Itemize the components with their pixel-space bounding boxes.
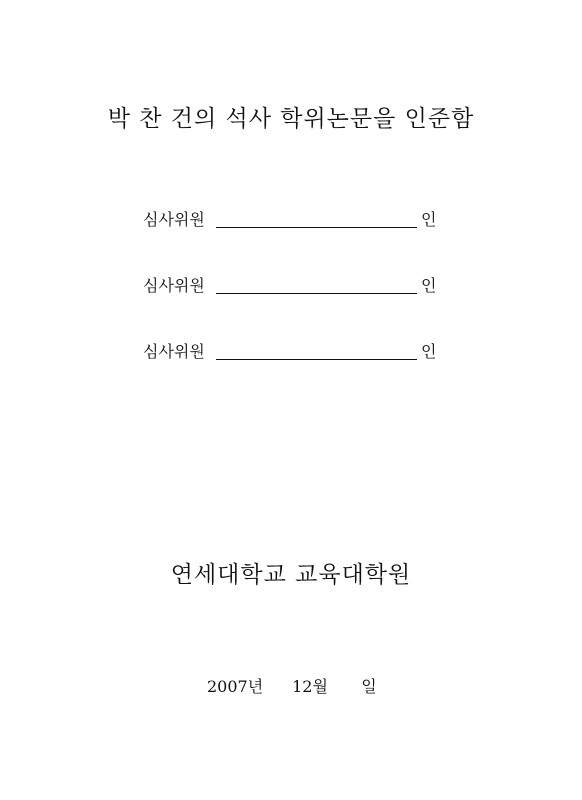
signature-line: [216, 293, 417, 294]
signature-line: [216, 227, 417, 228]
committee-label: 심사위원: [143, 276, 205, 295]
institution-name: 연세대학교 교육대학원: [170, 562, 412, 588]
committee-signature-2: [143, 276, 443, 296]
approval-date: [207, 674, 377, 697]
seal-mark: 인: [421, 342, 437, 361]
date-month: 12월: [292, 677, 328, 696]
seal-mark: 인: [421, 276, 437, 295]
committee-signature-1: [143, 210, 443, 230]
signature-line: [216, 359, 417, 360]
committee-label: 심사위원: [143, 342, 205, 361]
date-day: 일: [361, 677, 377, 696]
date-year: 2007년: [207, 677, 264, 696]
committee-signature-3: [143, 342, 443, 362]
seal-mark: 인: [421, 210, 437, 229]
committee-label: 심사위원: [143, 210, 205, 229]
approval-title: 박 찬 건의 석사 학위논문을 인준함: [107, 106, 475, 132]
